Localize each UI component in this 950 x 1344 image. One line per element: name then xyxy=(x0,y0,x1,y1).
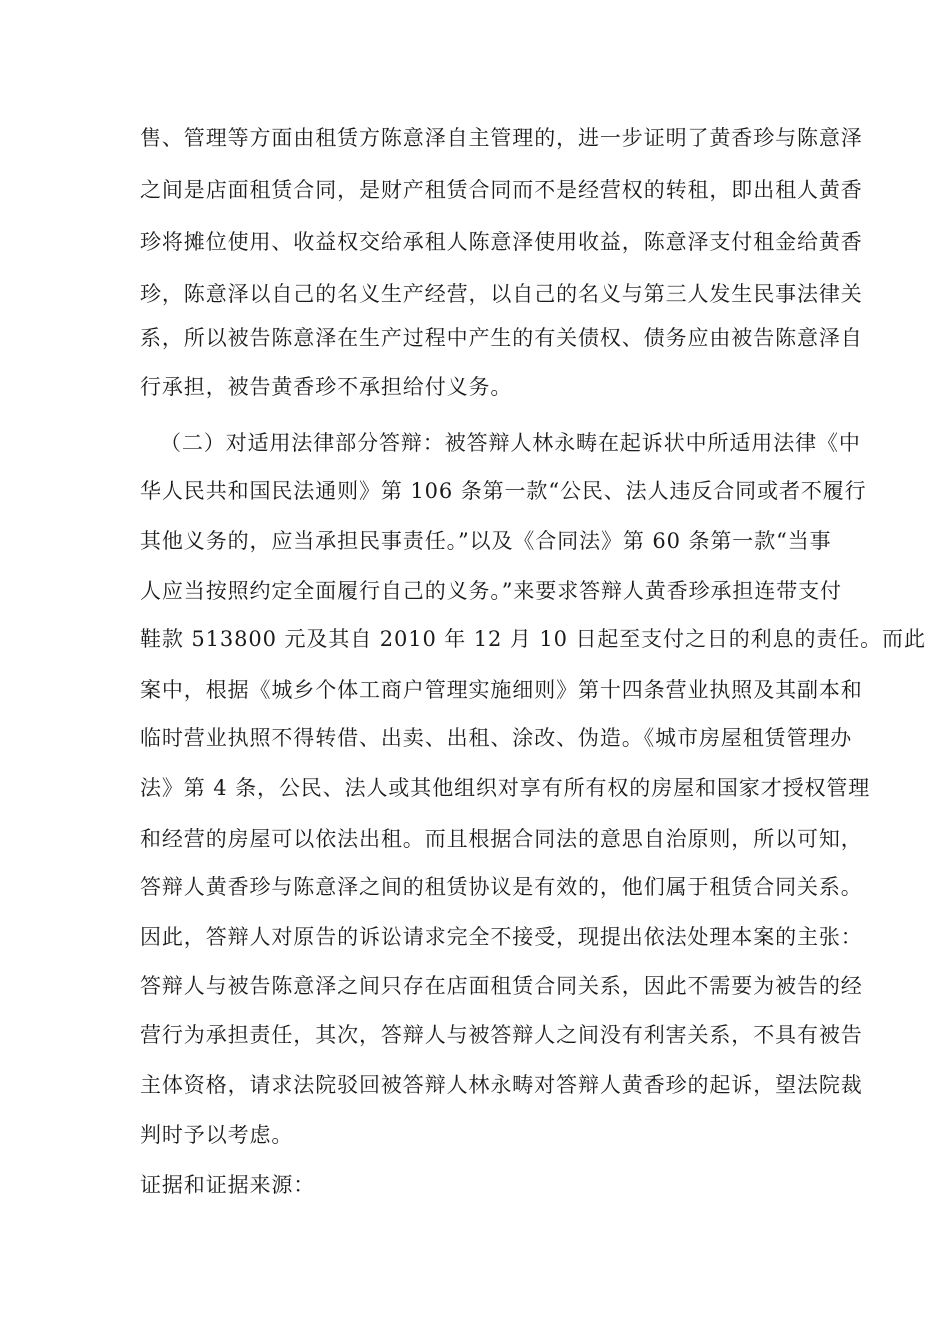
text-line: 营行为承担责任，其次，答辩人与被答辩人之间没有利害关系，不具有被告 xyxy=(140,1023,863,1047)
text-line: 系，所以被告陈意泽在生产过程中产生的有关债权、债务应由被告陈意泽自 xyxy=(140,326,863,350)
section-label-line: 证据和证据来源： xyxy=(140,1173,316,1197)
text-line: 行承担，被告黄香珍不承担给付义务。 xyxy=(140,375,513,399)
text-line: 之间是店面租赁合同，是财产租赁合同而不是经营权的转租，即出租人黄香 xyxy=(140,178,863,202)
text-line: 人应当按照约定全面履行自己的义务。”来要求答辩人黄香珍承担连带支付 xyxy=(140,579,842,603)
text-line: 华人民共和国民法通则》第 106 条第一款“公民、法人违反合同或者不履行 xyxy=(140,479,867,503)
text-line: 因此，答辩人对原告的诉讼请求完全不接受，现提出依法处理本案的主张： xyxy=(140,925,863,949)
text-line: 法》第 4 条，公民、法人或其他组织对享有所有权的房屋和国家才授权管理 xyxy=(140,776,871,800)
text-line: 判时予以考虑。 xyxy=(140,1123,294,1147)
text-line: 和经营的房屋可以依法出租。而且根据合同法的意思自治原则，所以可知， xyxy=(140,827,863,851)
text-line: 珍，陈意泽以自己的名义生产经营，以自己的名义与第三人发生民事法律关 xyxy=(140,282,863,306)
section-heading-line: （二）对适用法律部分答辩：被答辩人林永畴在起诉状中所适用法律《中 xyxy=(160,431,861,455)
text-line: 临时营业执照不得转借、出卖、出租、涂改、伪造。《城市房屋租赁管理办 xyxy=(140,726,853,750)
text-line: 售、管理等方面由租赁方陈意泽自主管理的，进一步证明了黄香珍与陈意泽 xyxy=(140,126,863,150)
text-line: 主体资格，请求法院驳回被答辩人林永畴对答辩人黄香珍的起诉，望法院裁 xyxy=(140,1073,863,1097)
text-line: 其他义务的，应当承担民事责任。”以及《合同法》第 60 条第一款“当事 xyxy=(140,529,832,553)
text-line: 珍将摊位使用、收益权交给承租人陈意泽使用收益，陈意泽支付租金给黄香 xyxy=(140,230,863,254)
text-line: 答辩人与被告陈意泽之间只存在店面租赁合同关系，因此不需要为被告的经 xyxy=(140,974,863,998)
text-line: 案中，根据《城乡个体工商户管理实施细则》第十四条营业执照及其副本和 xyxy=(140,678,863,702)
text-line: 答辩人黄香珍与陈意泽之间的租赁协议是有效的，他们属于租赁合同关系。 xyxy=(140,875,863,899)
text-line: 鞋款 513800 元及其自 2010 年 12 月 10 日起至支付之日的利息的责任。而此 xyxy=(140,627,926,651)
